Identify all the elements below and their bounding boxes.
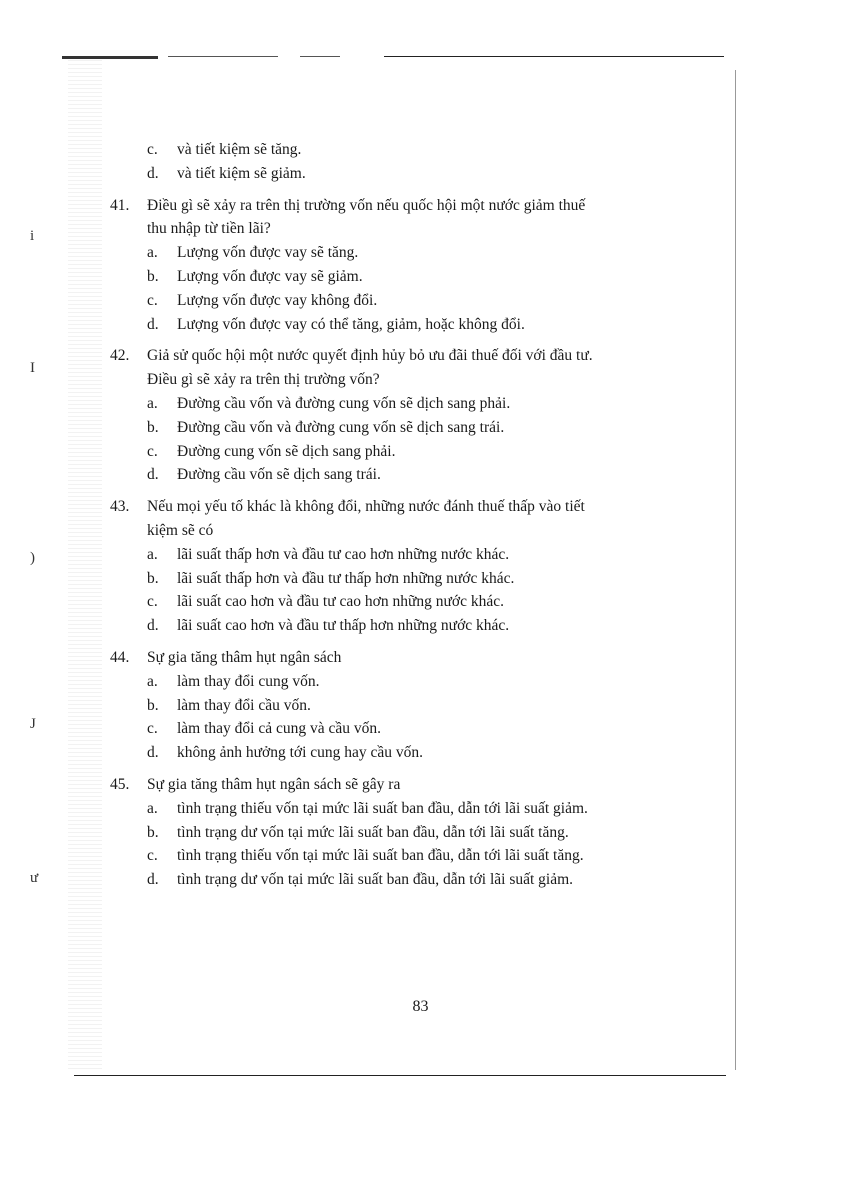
option: a. lãi suất thấp hơn và đầu tư cao hơn những nước khác. [147, 545, 510, 563]
question-list [110, 138, 710, 892]
carryover-option: c. và tiết kiệm sẽ tăng. [147, 141, 302, 158]
top-rule [384, 56, 724, 57]
question-42: 42. Giả sử quốc hội một nước quyết định hủy bỏ ưu đãi thuế đối với đầu tư. Điều gì sẽ xảy ra trên thị trường vốn? [110, 347, 593, 389]
margin-mark: I [30, 360, 35, 376]
margin-mark: i [30, 228, 35, 244]
question-44: 44. Sự gia tăng thâm hụt ngân sách [110, 648, 342, 666]
margin-mark: J [30, 716, 36, 732]
option: d. lãi suất cao hơn và đầu tư thấp hơn những nước khác. [147, 617, 510, 635]
question-45: 45. Sự gia tăng thâm hụt ngân sách sẽ gây ra [110, 775, 401, 793]
option: c. lãi suất cao hơn và đầu tư cao hơn những nước khác. [147, 593, 504, 611]
top-rule [300, 56, 340, 57]
option: b. làm thay đổi cầu vốn. [147, 696, 311, 714]
option: a. làm thay đổi cung vốn. [147, 672, 320, 690]
question-41: 41. Điều gì sẽ xảy ra trên thị trường vốn nếu quốc hội một nước giảm thuế thu nhập từ tiền lãi? [110, 196, 586, 238]
option: b. Lượng vốn được vay sẽ giảm. [147, 267, 363, 285]
page-number: 83 [412, 998, 429, 1015]
option: d. không ảnh hưởng tới cung hay cầu vốn. [147, 744, 424, 762]
right-edge-rule [735, 70, 736, 1070]
option: c. Lượng vốn được vay không đổi. [147, 291, 378, 309]
option: c. làm thay đổi cả cung và cầu vốn. [147, 720, 382, 738]
option: b. tình trạng dư vốn tại mức lãi suất ban đầu, dẫn tới lãi suất tăng. [147, 823, 569, 841]
option: d. tình trạng dư vốn tại mức lãi suất ban đầu, dẫn tới lãi suất giảm. [147, 871, 574, 889]
margin-mark: ư [30, 870, 39, 886]
option: b. lãi suất thấp hơn và đầu tư thấp hơn những nước khác. [147, 569, 515, 587]
margin-mark: ) [30, 550, 35, 566]
bottom-rule [74, 1075, 726, 1076]
scan-binding-shadow [68, 60, 102, 1070]
option: b. Đường cầu vốn và đường cung vốn sẽ dịch sang trái. [147, 418, 505, 436]
top-rule [62, 56, 158, 59]
option: d. Đường cầu vốn sẽ dịch sang trái. [147, 466, 381, 484]
option: c. Đường cung vốn sẽ dịch sang phải. [147, 442, 396, 460]
option: d. Lượng vốn được vay có thể tăng, giảm, hoặc không đổi. [147, 315, 525, 333]
option: a. Đường cầu vốn và đường cung vốn sẽ dịch sang phải. [147, 394, 511, 412]
option: a. Lượng vốn được vay sẽ tăng. [147, 244, 359, 262]
option: c. tình trạng thiếu vốn tại mức lãi suất ban đầu, dẫn tới lãi suất tăng. [147, 847, 584, 865]
question-43: 43. Nếu mọi yếu tố khác là không đổi, những nước đánh thuế thấp vào tiết kiệm sẽ có [110, 498, 585, 539]
carryover-option: d. và tiết kiệm sẽ giảm. [147, 164, 306, 182]
top-rule [168, 56, 278, 57]
option: a. tình trạng thiếu vốn tại mức lãi suất ban đầu, dẫn tới lãi suất giảm. [147, 799, 588, 817]
